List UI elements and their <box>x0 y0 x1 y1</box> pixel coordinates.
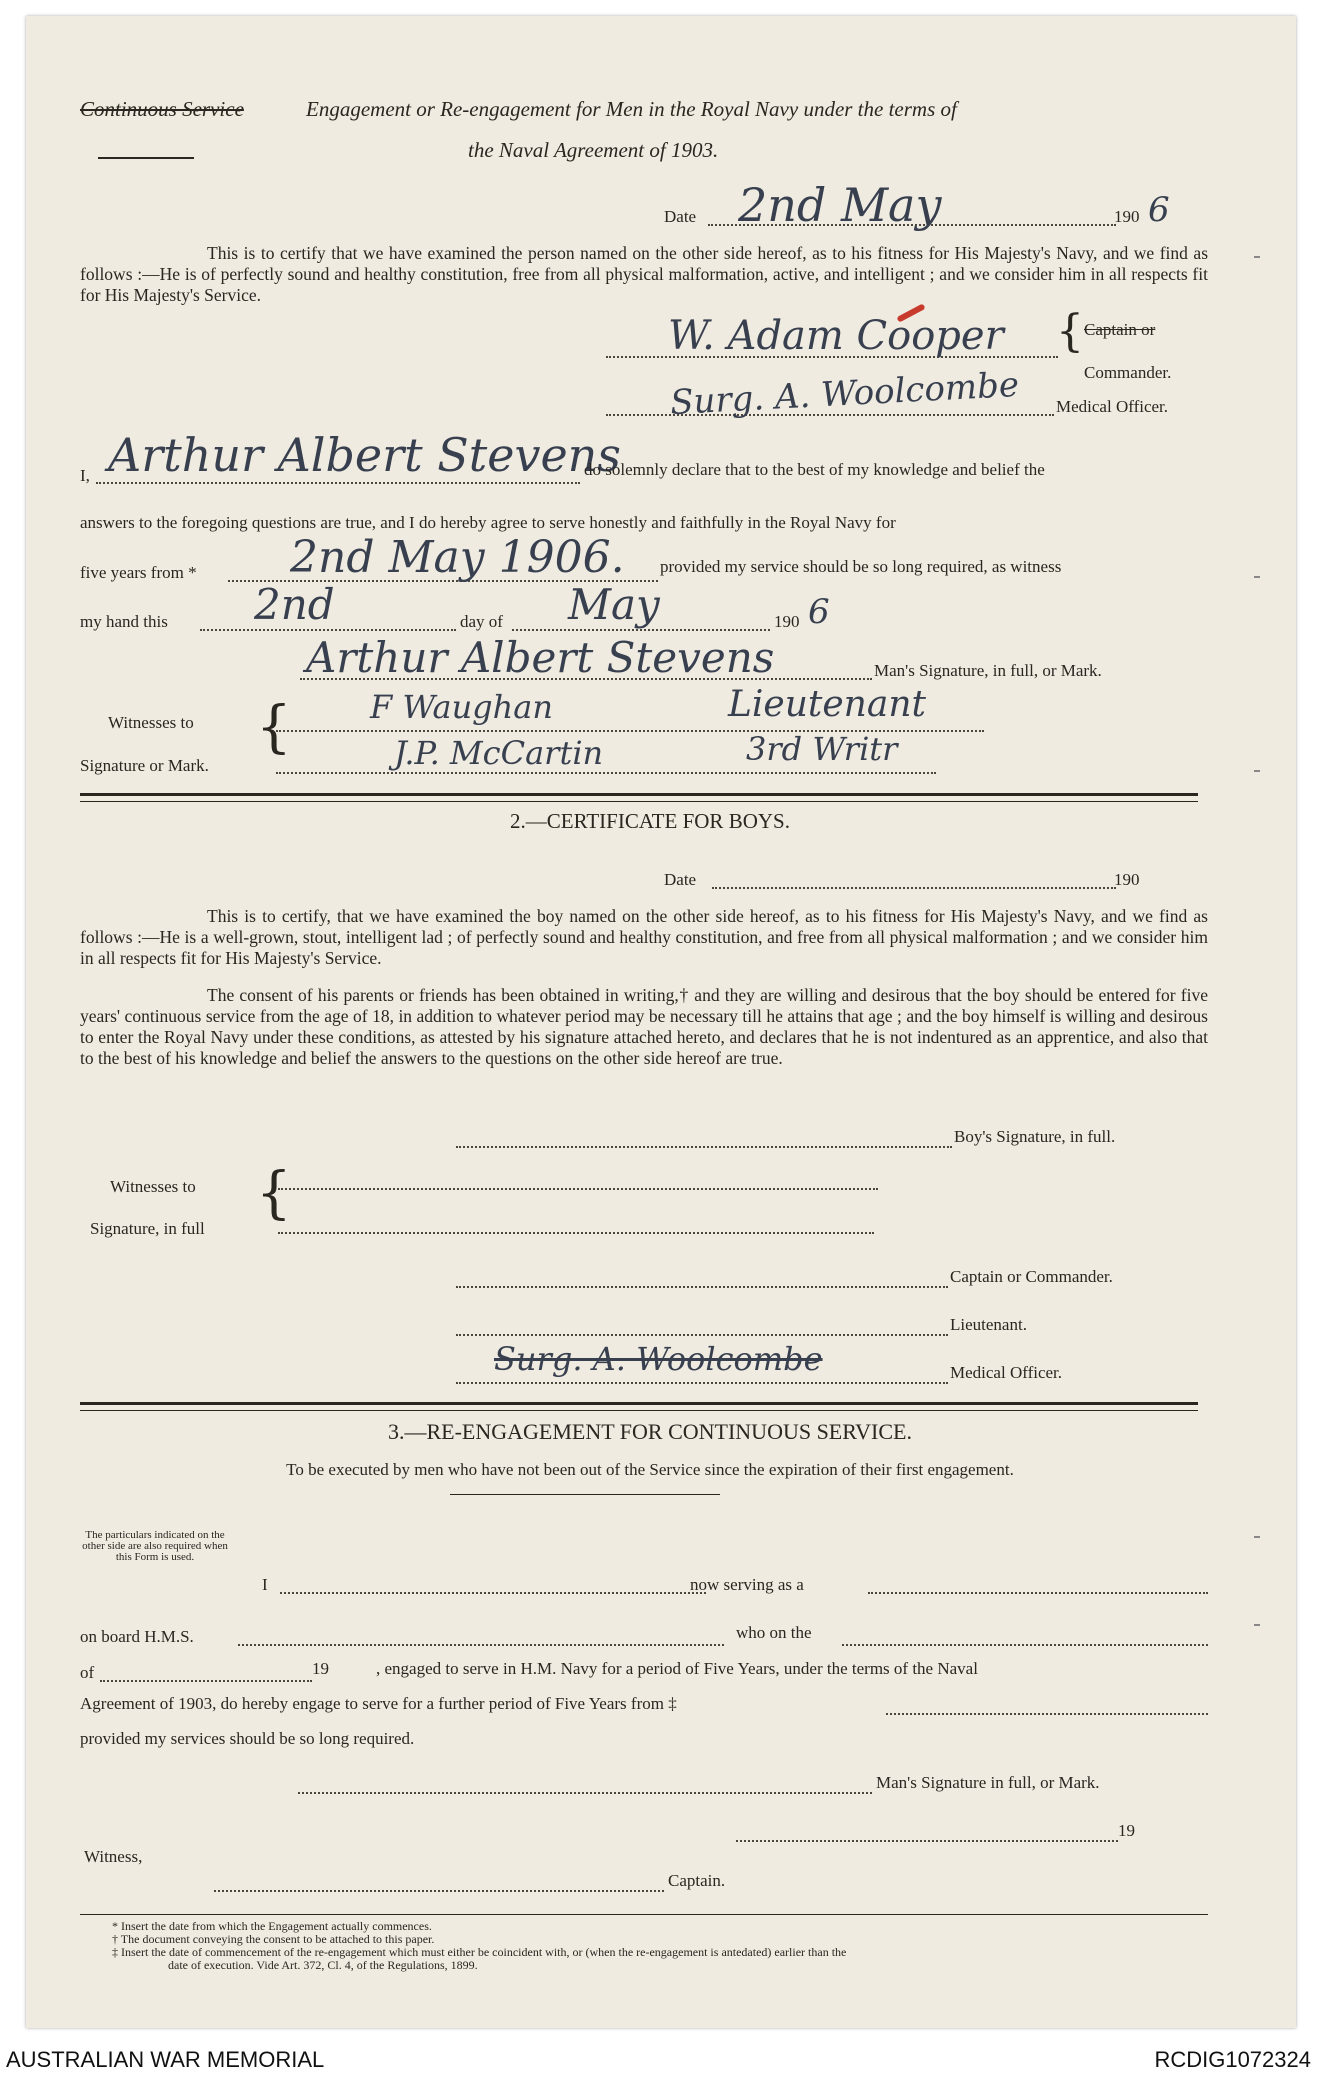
witness1-signature: F Waughan <box>370 688 553 726</box>
date-year-digit: 6 <box>1148 190 1170 230</box>
commander-brace: { <box>1056 306 1084 357</box>
year-digit: 6 <box>808 592 830 632</box>
section3-name-line <box>280 1592 706 1594</box>
section2-date-line <box>712 887 1116 889</box>
section3-date-year: 19 <box>1118 1821 1135 1840</box>
margin-mark <box>1254 1536 1260 1538</box>
date-label: Date <box>664 207 697 226</box>
certify-paragraph: This is to certify that we have examined the person named on the other side hereof, as to his fitness for His Majesty's Navy, and we find as follows :—He is of perfectly sound and healthy constitution, free from all physical malformation, active, and intelligent ; and we consider him in all respects fit for His Majesty's Service. <box>80 243 1208 305</box>
footnote-1: * Insert the date from which the Engagement actually commences. <box>112 1919 432 1933</box>
margin-mark <box>1254 576 1260 578</box>
section2-date-label: Date <box>664 870 697 889</box>
declare-prefix: I, <box>80 466 90 485</box>
day-handwritten: 2nd <box>254 580 335 629</box>
commander-label: Commander. <box>1084 363 1172 382</box>
section2-para1: This is to certify, that we have examined the boy named on the other side hereof, as to his fitness for His Majesty's Navy, and we find as follows :—He is a well-grown, stout, intelligent lad ; of perfectly sound and healthy constitution, and free from all physical malformation ; and we consider him in all respects fit for His Majesty's Service. <box>80 906 1208 968</box>
footer-left-credit: AUSTRALIAN WAR MEMORIAL <box>6 2047 325 2072</box>
month-line <box>512 629 770 631</box>
man-signature-label: Man's Signature, in full, or Mark. <box>874 661 1102 680</box>
section3-subheading-rule <box>450 1494 720 1495</box>
lieutenant-line <box>456 1334 948 1336</box>
footer-right-id: RCDIG1072324 <box>1154 2047 1311 2072</box>
header-title-line2: the Naval Agreement of 1903. <box>468 138 719 162</box>
section3-captain-line <box>214 1890 664 1892</box>
engaged-text: , engaged to serve in H.M. Navy for a period of Five Years, under the terms of the Naval <box>376 1659 978 1678</box>
section3-date-line <box>736 1840 1118 1842</box>
witnesses-label: Witnesses to <box>108 713 194 732</box>
witness1-rank: Lieutenant <box>728 684 926 725</box>
medical-signature: Surg. A. Woolcombe <box>669 364 1020 424</box>
header-short-rule <box>98 157 194 159</box>
provided-text: provided my service should be so long required, as witness <box>660 557 1062 576</box>
day-line <box>200 629 456 631</box>
who-on-the-line <box>842 1644 1208 1646</box>
section2-witness2-line <box>278 1232 874 1234</box>
agreement-line <box>886 1713 1208 1715</box>
day-of-label: day of <box>460 612 503 631</box>
section2-rule-b <box>80 1410 1198 1411</box>
header-title-line1: Engagement or Re-engagement for Men in the Royal Navy under the terms of <box>306 97 957 121</box>
agreement-text: Agreement of 1903, do hereby engage to serve for a further period of Five Years from ‡ <box>80 1694 677 1713</box>
margin-mark <box>1254 770 1260 772</box>
who-on-the-label: who on the <box>736 1623 812 1642</box>
section1-rule-a <box>80 793 1198 796</box>
man-name-line <box>96 482 580 484</box>
lieutenant-label: Lieutenant. <box>950 1315 1027 1334</box>
witness2-line <box>276 772 936 774</box>
section2-date-year: 190 <box>1114 870 1140 889</box>
commander-signature: W. Adam Cooper <box>668 313 1004 359</box>
man-name-handwritten: Arthur Albert Stevens <box>108 428 621 482</box>
year-19-label: 19 <box>312 1659 329 1678</box>
boys-signature-label: Boy's Signature, in full. <box>954 1127 1116 1146</box>
man-signature: Arthur Albert Stevens <box>306 633 775 682</box>
on-board-label: on board H.M.S. <box>80 1627 194 1646</box>
section3-side-note: The particulars indicated on the other side are also required when this Form is used. <box>82 1529 228 1563</box>
section3-man-sig-label: Man's Signature in full, or Mark. <box>876 1773 1100 1792</box>
month-handwritten: May <box>568 580 660 629</box>
date-year-prefix: 190 <box>1114 207 1140 226</box>
section2-medical-label: Medical Officer. <box>950 1363 1063 1382</box>
five-years-label: five years from * <box>80 563 197 582</box>
section2-witness1-line <box>278 1188 878 1190</box>
footnote-2: † The document conveying the consent to be attached to this paper. <box>112 1932 435 1946</box>
section3-heading: 3.—RE-ENGAGEMENT FOR CONTINUOUS SERVICE. <box>387 1419 912 1444</box>
section2-medical-signature: Surg. A. Woolcombe <box>494 1340 823 1378</box>
captain-struck-label: Captain or <box>1084 320 1156 339</box>
header-struck-text: Continuous Service <box>80 97 244 121</box>
section2-medical-line <box>456 1382 948 1384</box>
captain-commander-label: Captain or Commander. <box>950 1267 1113 1286</box>
declare-text-1: do solemnly declare that to the best of my knowledge and belief the <box>584 460 1045 479</box>
now-serving-label: now serving as a <box>690 1575 804 1594</box>
section3-i-label: I <box>262 1575 268 1594</box>
witness2-signature: J.P. McCartin <box>394 734 604 772</box>
man-signature-line <box>300 678 872 680</box>
date-handwritten: 2nd May <box>738 178 942 232</box>
witness2-rank: 3rd Writr <box>746 730 898 768</box>
section2-para2: The consent of his parents or friends has been obtained in writing,† and they are willing and desirous that the boy should be entered for five years' continuous service from the age of 18, in addition to whatever period may be necessary till he attains that age ; and the boy himself is willing and desirous to enter the Royal Navy under these conditions, as attested by his signature attached hereto, and declares that he is not indentured as an apprentice, and also that to the best of his knowledge and belief the answers to the questions on the other side hereof are true. <box>80 985 1208 1068</box>
medical-officer-label: Medical Officer. <box>1056 397 1169 416</box>
section3-captain-label: Captain. <box>668 1871 726 1890</box>
section2-rule-a <box>80 1402 1198 1405</box>
section2-signature-label: Signature, in full <box>90 1219 205 1238</box>
of-label: of <box>80 1663 95 1682</box>
footnote-rule <box>80 1914 1208 1915</box>
section2-witnesses-label: Witnesses to <box>110 1177 196 1196</box>
declare-text-2: answers to the foregoing questions are true, and I do hereby agree to serve honestly and faithfully in the Royal Navy for <box>80 513 896 532</box>
of-line <box>100 1680 312 1682</box>
section3-witness-label: Witness, <box>84 1847 143 1866</box>
section3-subheading: To be executed by men who have not been out of the Service since the expiration of their first engagement. <box>286 1460 1014 1479</box>
footnote-3: ‡ Insert the date of commencement of the re-engagement which must either be coincident with, or (when the re-engagement is antedated) earlier than the <box>112 1945 847 1959</box>
year-prefix: 190 <box>774 612 800 631</box>
section3-provided-text: provided my services should be so long required. <box>80 1729 415 1748</box>
margin-mark <box>1254 1624 1260 1626</box>
my-hand-label: my hand this <box>80 612 168 631</box>
boys-signature-line <box>456 1146 952 1148</box>
captain-line <box>456 1286 948 1288</box>
section3-man-sig-line <box>298 1792 872 1794</box>
ship-line <box>238 1644 724 1646</box>
rating-line <box>868 1592 1208 1594</box>
margin-mark <box>1254 256 1260 258</box>
witnesses-brace: { <box>256 695 292 760</box>
signature-or-mark-label: Signature or Mark. <box>80 756 209 775</box>
section2-witnesses-brace: { <box>256 1161 292 1226</box>
five-years-date: 2nd May 1906. <box>290 532 625 583</box>
section1-rule-b <box>80 801 1198 802</box>
footnote-4: date of execution. Vide Art. 372, Cl. 4, of the Regulations, 1899. <box>168 1958 478 1972</box>
section2-heading: 2.—CERTIFICATE FOR BOYS. <box>510 809 790 833</box>
